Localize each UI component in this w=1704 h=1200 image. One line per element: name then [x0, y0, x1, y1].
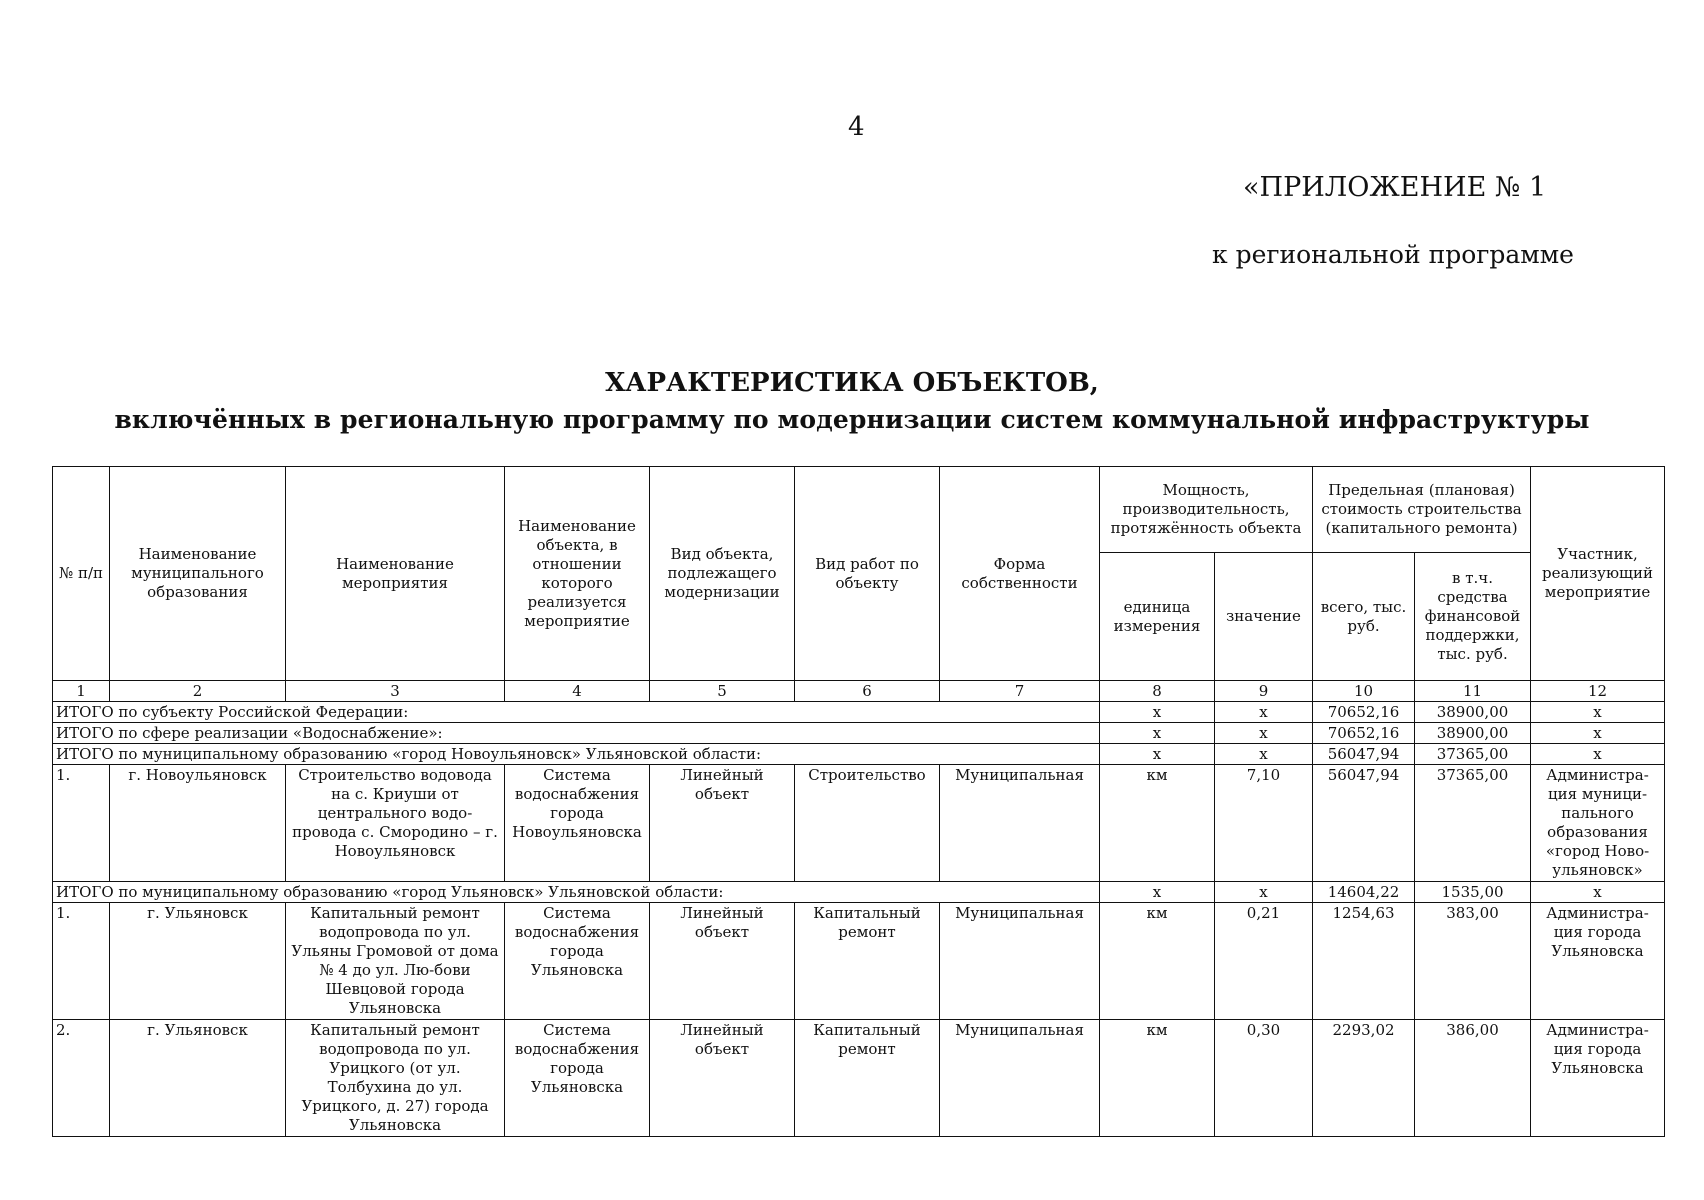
total-unit: х: [1100, 723, 1215, 744]
header-support: в т.ч. средства финансовой поддержки, тыс. руб.: [1415, 553, 1531, 681]
header-cost-group: Предельная (плановая) стоимость строительства (капитального ремонта): [1313, 467, 1531, 553]
row-ownership: Муниципальная: [940, 903, 1100, 1020]
total-support: 38900,00: [1415, 702, 1531, 723]
row-object-type: Линейный объект: [650, 903, 795, 1020]
header-work-type: Вид работ по объекту: [795, 467, 940, 681]
row-measure: Строительство водовода на с. Криуши от центрального водо-провода с. Смородино – г. Новоульяновск: [286, 765, 505, 882]
header-num: № п/п: [53, 467, 110, 681]
header-capacity-group: Мощность, производительность, протяжённость объекта: [1100, 467, 1313, 553]
total-label: ИТОГО по субъекту Российской Федерации:: [53, 702, 1100, 723]
total-cost: 56047,94: [1313, 744, 1415, 765]
column-number: 11: [1415, 681, 1531, 702]
row-ownership: Муниципальная: [940, 765, 1100, 882]
row-support: 37365,00: [1415, 765, 1531, 882]
total-label: ИТОГО по сфере реализации «Водоснабжение»:: [53, 723, 1100, 744]
total-label: ИТОГО по муниципальному образованию «город Ульяновск» Ульяновской области:: [53, 882, 1100, 903]
row-ownership: Муниципальная: [940, 1020, 1100, 1137]
total-support: 1535,00: [1415, 882, 1531, 903]
total-value: х: [1215, 723, 1313, 744]
header-measure: Наименование мероприятия: [286, 467, 505, 681]
column-number: 1: [53, 681, 110, 702]
header-object-type: Вид объекта, подлежащего модернизации: [650, 467, 795, 681]
header-municipality: Наименование муниципального образования: [110, 467, 286, 681]
row-unit: км: [1100, 1020, 1215, 1137]
column-number: 6: [795, 681, 940, 702]
row-value: 0,21: [1215, 903, 1313, 1020]
column-number: 8: [1100, 681, 1215, 702]
total-row-ulyanovsk: [53, 882, 1665, 903]
total-support: 38900,00: [1415, 723, 1531, 744]
total-value: х: [1215, 702, 1313, 723]
column-number: 3: [286, 681, 505, 702]
header-participant: Участник, реализующий мероприятие: [1531, 467, 1665, 681]
header-value: значение: [1215, 553, 1313, 681]
row-work-type: Капитальный ремонт: [795, 903, 940, 1020]
row-total: 56047,94: [1313, 765, 1415, 882]
total-row-novoulyanovsk: [53, 744, 1665, 765]
total-unit: х: [1100, 702, 1215, 723]
total-unit: х: [1100, 882, 1215, 903]
total-unit: х: [1100, 744, 1215, 765]
total-row-water-supply: [53, 723, 1665, 744]
row-unit: км: [1100, 903, 1215, 1020]
total-participant: х: [1531, 702, 1665, 723]
row-num: 1.: [53, 765, 110, 882]
total-row-federation: [53, 702, 1665, 723]
row-unit: км: [1100, 765, 1215, 882]
total-participant: х: [1531, 723, 1665, 744]
total-value: х: [1215, 882, 1313, 903]
row-participant: Администра-ция города Ульяновска: [1531, 903, 1665, 1020]
column-number: 5: [650, 681, 795, 702]
document-title: ХАРАКТЕРИСТИКА ОБЪЕКТОВ,: [605, 368, 1099, 398]
table-row: [53, 1020, 1665, 1137]
row-support: 386,00: [1415, 1020, 1531, 1137]
column-number: 7: [940, 681, 1100, 702]
header-total: всего, тыс. руб.: [1313, 553, 1415, 681]
row-measure: Капитальный ремонт водопровода по ул. Ульяны Громовой от дома № 4 до ул. Лю-бови Шевцовой города Ульяновска: [286, 903, 505, 1020]
column-number: 2: [110, 681, 286, 702]
row-object-type: Линейный объект: [650, 1020, 795, 1137]
column-number-row: [53, 681, 1665, 702]
row-municipality: г. Ульяновск: [110, 1020, 286, 1137]
table-row: [53, 765, 1665, 882]
row-participant: Администра-ция города Ульяновска: [1531, 1020, 1665, 1137]
total-cost: 14604,22: [1313, 882, 1415, 903]
row-work-type: Капитальный ремонт: [795, 1020, 940, 1137]
total-cost: 70652,16: [1313, 702, 1415, 723]
row-work-type: Строительство: [795, 765, 940, 882]
row-value: 0,30: [1215, 1020, 1313, 1137]
total-participant: х: [1531, 744, 1665, 765]
objects-table: [52, 466, 1665, 1137]
row-municipality: г. Ульяновск: [110, 903, 286, 1020]
row-object: Система водоснабжения города Новоульяновска: [505, 765, 650, 882]
table-row: [53, 903, 1665, 1020]
column-number: 12: [1531, 681, 1665, 702]
row-total: 2293,02: [1313, 1020, 1415, 1137]
row-municipality: г. Новоульяновск: [110, 765, 286, 882]
column-number: 10: [1313, 681, 1415, 702]
row-object-type: Линейный объект: [650, 765, 795, 882]
column-number: 4: [505, 681, 650, 702]
row-total: 1254,63: [1313, 903, 1415, 1020]
page-number: 4: [848, 112, 865, 142]
total-support: 37365,00: [1415, 744, 1531, 765]
row-object: Система водоснабжения города Ульяновска: [505, 903, 650, 1020]
header-unit: единица измерения: [1100, 553, 1215, 681]
row-value: 7,10: [1215, 765, 1313, 882]
row-support: 383,00: [1415, 903, 1531, 1020]
document-subtitle: включённых в региональную программу по модернизации систем коммунальной инфраструктуры: [114, 405, 1590, 434]
total-value: х: [1215, 744, 1313, 765]
header-ownership: Форма собственности: [940, 467, 1100, 681]
row-measure: Капитальный ремонт водопровода по ул. Урицкого (от ул. Толбухина до ул. Урицкого, д. 27) города Ульяновска: [286, 1020, 505, 1137]
column-number: 9: [1215, 681, 1313, 702]
appendix-subtitle: к региональной программе: [1212, 240, 1574, 269]
appendix-title: «ПРИЛОЖЕНИЕ № 1: [1243, 172, 1547, 203]
row-object: Система водоснабжения города Ульяновска: [505, 1020, 650, 1137]
total-participant: х: [1531, 882, 1665, 903]
total-cost: 70652,16: [1313, 723, 1415, 744]
header-object: Наименование объекта, в отношении которого реализуется мероприятие: [505, 467, 650, 681]
row-participant: Администра-ция муници-пального образования «город Ново-ульяновск»: [1531, 765, 1665, 882]
total-label: ИТОГО по муниципальному образованию «город Новоульяновск» Ульяновской области:: [53, 744, 1100, 765]
row-num: 2.: [53, 1020, 110, 1137]
row-num: 1.: [53, 903, 110, 1020]
